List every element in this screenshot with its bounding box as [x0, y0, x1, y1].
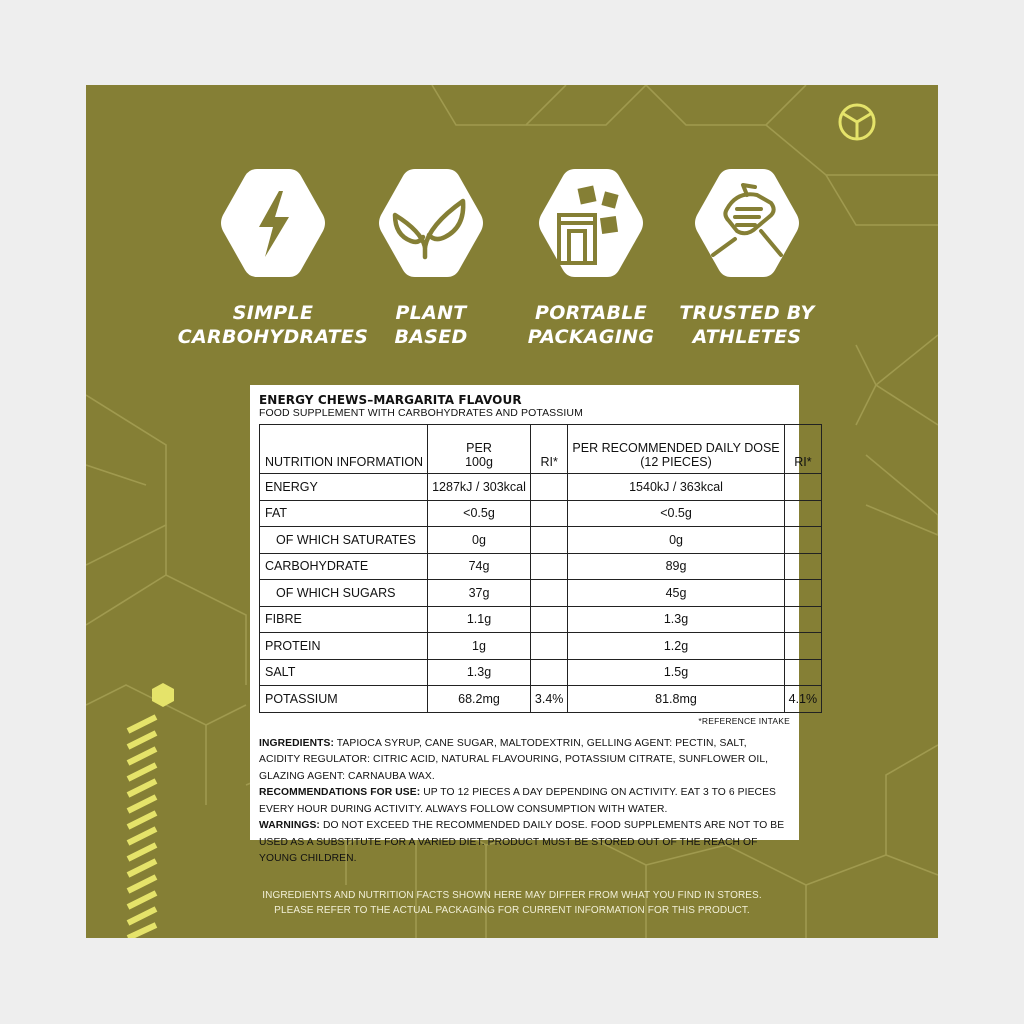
feature-label-line2: BASED [394, 326, 468, 348]
nutrition-label [250, 385, 818, 864]
recommendations-paragraph [259, 785, 790, 818]
nutrient-name: FAT [260, 500, 428, 527]
value-per-dose: <0.5g [568, 500, 784, 527]
recommendations-heading: RECOMMENDATIONS FOR USE: [259, 787, 421, 798]
table-header-row [260, 425, 822, 474]
small-hexagon-icon [152, 683, 174, 707]
value-ri-1 [530, 606, 568, 633]
feature-label-line1: PORTABLE [534, 302, 647, 324]
header-perdose-line1: PER RECOMMENDED DAILY DOSE [572, 441, 780, 455]
nutrient-name: FIBRE [260, 606, 428, 633]
table-row [260, 527, 822, 554]
value-per-dose: 1.3g [568, 606, 784, 633]
value-per-100g: 1.1g [428, 606, 531, 633]
value-ri-1 [530, 500, 568, 527]
header-per100-line1: PER [466, 441, 492, 455]
value-per-dose: 45g [568, 580, 784, 607]
value-per-dose: 0g [568, 527, 784, 554]
value-per-100g: 1g [428, 633, 531, 660]
product-info-panel [86, 85, 938, 938]
value-ri-1 [530, 659, 568, 686]
value-ri-2: 4.1% [784, 686, 822, 713]
value-ri-2 [784, 580, 822, 607]
value-ri-2 [784, 527, 822, 554]
table-row [260, 500, 822, 527]
nutrient-name: POTASSIUM [260, 686, 428, 713]
table-row [260, 474, 822, 501]
feature-trusted-by-athletes [647, 165, 847, 349]
table-row [260, 659, 822, 686]
ingredients-text: TAPIOCA SYRUP, CANE SUGAR, MALTODEXTRIN, GELLING AGENT: PECTIN, SALT, ACIDITY REGULATOR: CITRIC ACID, NATURAL FLAVOURING, POTASSIUM CITRATE, SUNFLOWER OIL, GLAZING AGENT: CARNAUBA WAX. [259, 737, 769, 782]
ingredients-paragraph [259, 736, 790, 786]
nutrient-name: CARBOHYDRATE [260, 553, 428, 580]
table-row [260, 553, 822, 580]
feature-label-line2: CARBOHYDRATES [177, 326, 369, 348]
value-ri-2 [784, 500, 822, 527]
feature-label-line2: ATHLETES [692, 326, 802, 348]
disclaimer [86, 888, 938, 918]
value-ri-1 [530, 527, 568, 554]
table-row [260, 606, 822, 633]
value-ri-2 [784, 659, 822, 686]
header-per-daily-dose [568, 425, 784, 474]
value-per-dose: 89g [568, 553, 784, 580]
lightning-bolt-icon [217, 165, 329, 281]
label-title: ENERGY CHEWS–MARGARITA FLAVOUR [259, 393, 522, 407]
feature-label-line1: PLANT [395, 302, 467, 324]
table-row [260, 686, 822, 713]
warnings-text: DO NOT EXCEED THE RECOMMENDED DAILY DOSE. FOOD SUPPLEMENTS ARE NOT TO BE USED AS A SUBSTITUTE FOR A VARIED DIET. PRODUCT MUST BE STORED OUT OF THE REACH OF YOUNG CHILDREN. [259, 820, 785, 864]
nutrition-table [259, 424, 822, 713]
value-per-dose: 1540kJ / 363kcal [568, 474, 784, 501]
disclaimer-line2: PLEASE REFER TO THE ACTUAL PACKAGING FOR CURRENT INFORMATION FOR THIS PRODUCT. [274, 905, 750, 916]
nutrient-name: ENERGY [260, 474, 428, 501]
target-circle-icon [840, 105, 874, 139]
nutrient-name: SALT [260, 659, 428, 686]
value-ri-1 [530, 474, 568, 501]
warnings-heading: WARNINGS: [259, 820, 320, 831]
value-ri-1 [530, 580, 568, 607]
value-ri-1 [530, 553, 568, 580]
value-per-dose: 1.5g [568, 659, 784, 686]
disclaimer-line1: INGREDIENTS AND NUTRITION FACTS SHOWN HERE MAY DIFFER FROM WHAT YOU FIND IN STORES. [262, 890, 762, 901]
value-per-100g: <0.5g [428, 500, 531, 527]
value-per-dose: 81.8mg [568, 686, 784, 713]
packaging-cubes-icon [535, 165, 647, 281]
nutrient-name: OF WHICH SUGARS [260, 580, 428, 607]
header-per-100g [428, 425, 531, 474]
nutrient-name: PROTEIN [260, 633, 428, 660]
value-per-100g: 0g [428, 527, 531, 554]
value-ri-2 [784, 553, 822, 580]
value-per-100g: 37g [428, 580, 531, 607]
value-per-100g: 1287kJ / 303kcal [428, 474, 531, 501]
value-ri-1: 3.4% [530, 686, 568, 713]
leaf-icon [375, 165, 487, 281]
value-ri-2 [784, 606, 822, 633]
nutrient-name: OF WHICH SATURATES [260, 527, 428, 554]
reference-intake-note: *REFERENCE INTAKE [698, 715, 790, 726]
value-per-100g: 1.3g [428, 659, 531, 686]
value-ri-1 [530, 633, 568, 660]
label-subtitle: FOOD SUPPLEMENT WITH CARBOHYDRATES AND POTASSIUM [259, 407, 583, 419]
warnings-paragraph [259, 818, 790, 868]
recommendations-text: UP TO 12 PIECES A DAY DEPENDING ON ACTIVITY. EAT 3 TO 6 PIECES EVERY HOUR DURING ACTIVITY. ALWAYS FOLLOW CONSUMPTION WITH WATER. [259, 787, 777, 815]
feature-label-line1: SIMPLE [232, 302, 314, 324]
header-perdose-line2: (12 PIECES) [640, 455, 712, 469]
handshake-icon [691, 165, 803, 281]
header-per100-line2: 100g [465, 455, 493, 469]
value-per-dose: 1.2g [568, 633, 784, 660]
value-ri-2 [784, 474, 822, 501]
value-per-100g: 68.2mg [428, 686, 531, 713]
header-nutrition-information: NUTRITION INFORMATION [260, 425, 428, 474]
feature-label-line2: PACKAGING [527, 326, 655, 348]
value-ri-2 [784, 633, 822, 660]
value-per-100g: 74g [428, 553, 531, 580]
feature-label-line1: TRUSTED BY [679, 302, 815, 324]
ingredients-heading: INGREDIENTS: [259, 737, 334, 749]
table-row [260, 580, 822, 607]
header-ri-2: RI* [784, 425, 822, 474]
header-ri-1: RI* [530, 425, 568, 474]
table-row [260, 633, 822, 660]
